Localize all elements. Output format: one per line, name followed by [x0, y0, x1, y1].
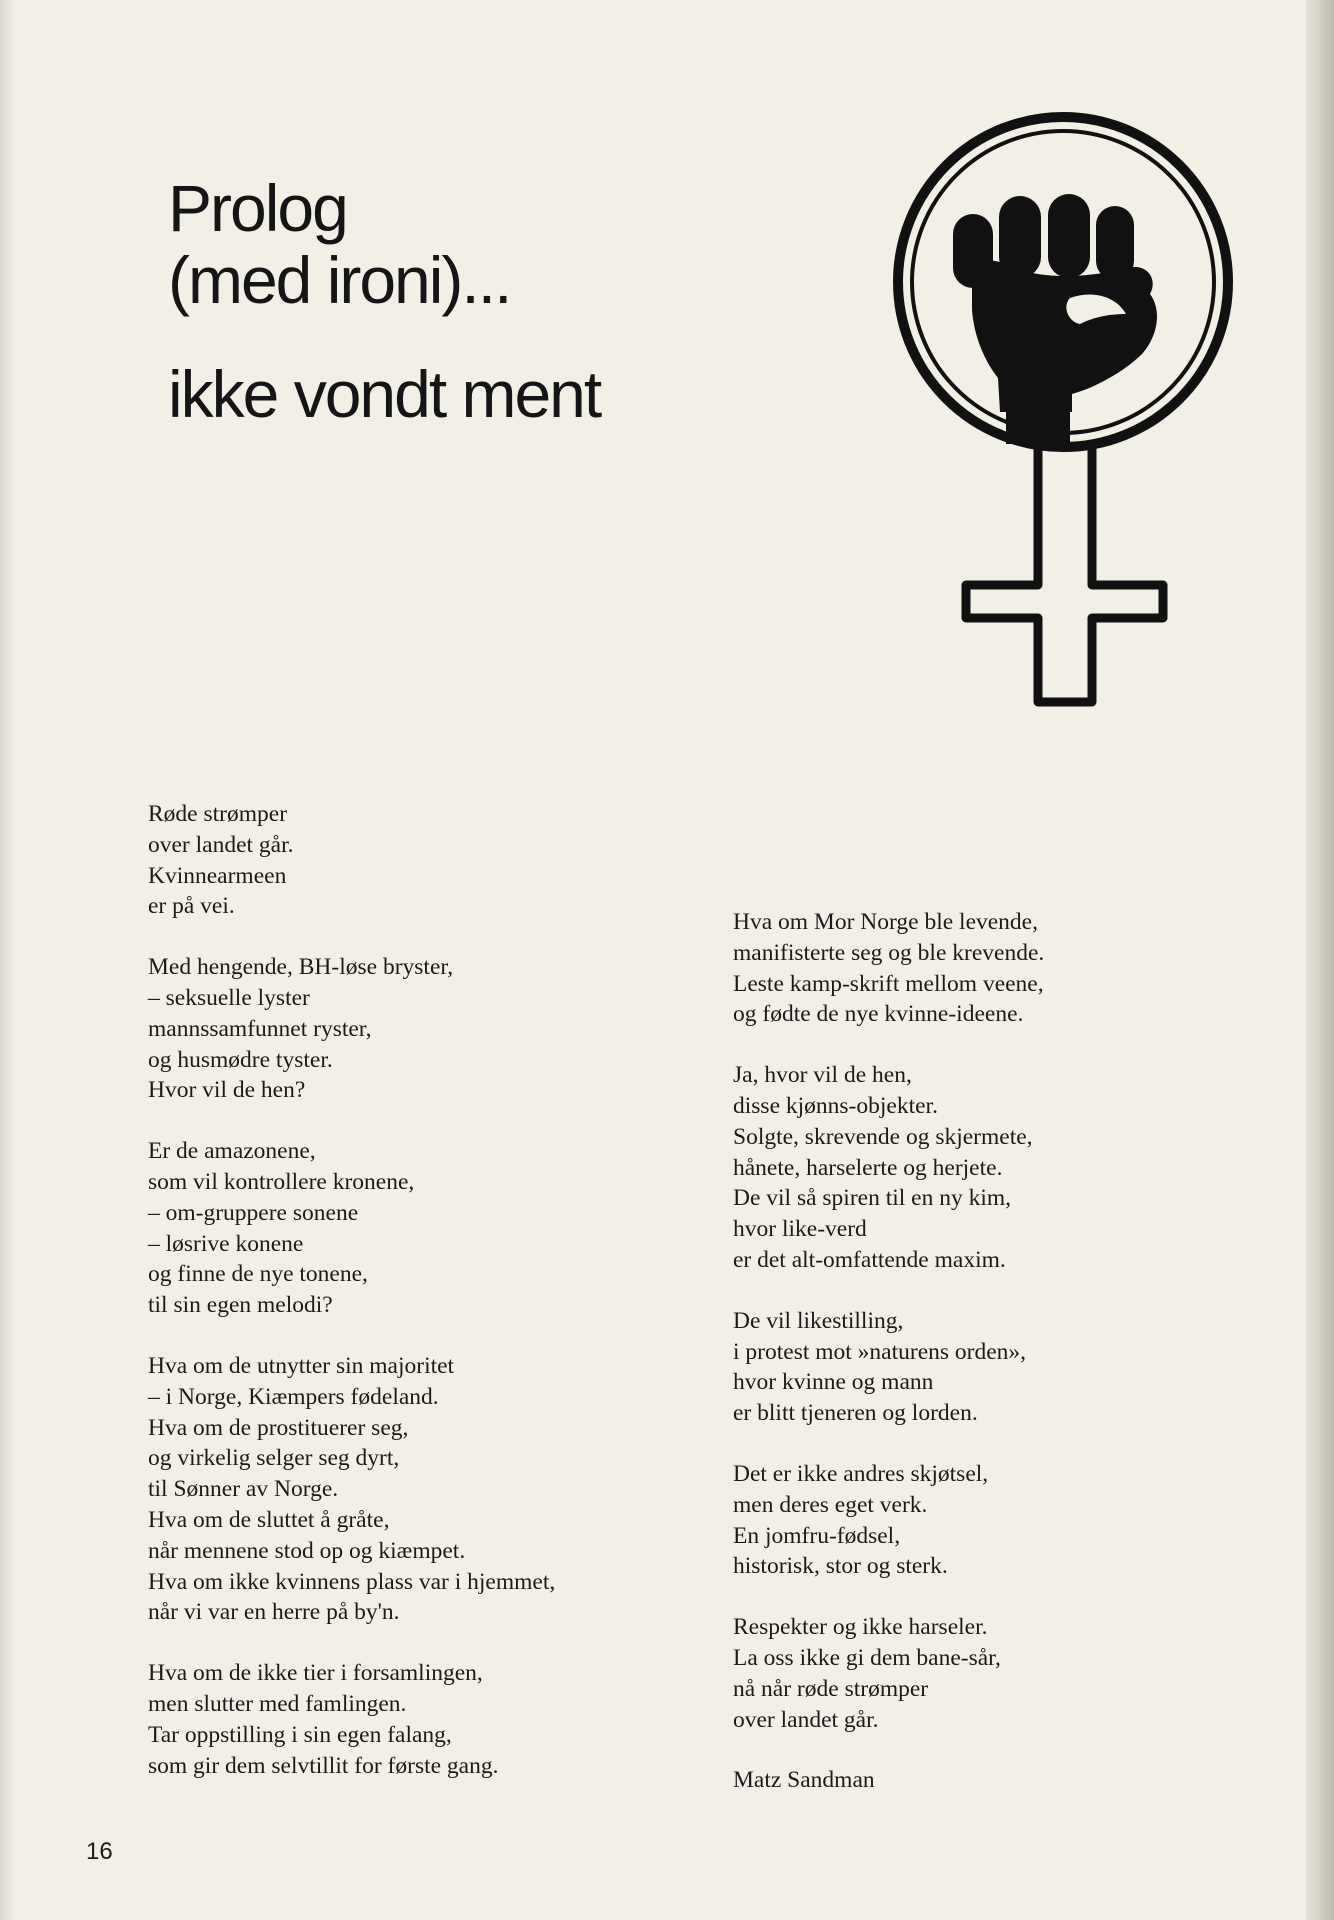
stanza [148, 1658, 555, 1781]
stanza [733, 1060, 1044, 1276]
poem-line: når mennene stod op og kiæmpet. [148, 1537, 466, 1564]
poem-line: til sin egen melodi? [148, 1292, 333, 1319]
stanza [733, 1459, 1044, 1582]
poem-line: er på vei. [148, 893, 235, 920]
title-line-3: ikke vondt ment [168, 357, 601, 431]
poem-line: Hva om de prostituerer seg, [148, 1414, 409, 1441]
poem-line: Det er ikke andres skjøtsel, [733, 1460, 989, 1487]
stanza [148, 1351, 555, 1628]
poem-line: og virkelig selger seg dyrt, [148, 1445, 400, 1472]
poem-line: – seksuelle lyster [148, 984, 310, 1011]
poem-line: er det alt-omfattende maxim. [733, 1246, 1006, 1273]
page-edge [1306, 0, 1334, 1920]
poem-line: men deres eget verk. [733, 1491, 928, 1518]
poem-line: En jomfru-fødsel, [733, 1522, 901, 1549]
poem-line: manifisterte seg og ble krevende. [733, 939, 1045, 966]
poem-line: når vi var en herre på by'n. [148, 1599, 400, 1626]
poem-line: Hva om de sluttet å gråte, [148, 1506, 390, 1533]
feminist-fist-venus-symbol-icon [880, 110, 1240, 710]
stanza [148, 799, 555, 922]
poem-line: hvor like-verd [733, 1216, 867, 1243]
stanza [733, 1612, 1044, 1735]
poem-line: er blitt tjeneren og lorden. [733, 1400, 978, 1427]
poem-line: og fødte de nye kvinne-ideene. [733, 1001, 1024, 1028]
poem-line: Hva om Mor Norge ble levende, [733, 909, 1038, 935]
poem-line: De vil så spiren til en ny kim, [733, 1185, 1012, 1212]
poem-line: Tar oppstilling i sin egen falang, [148, 1721, 452, 1748]
poem-line: hvor kvinne og mann [733, 1369, 934, 1396]
poem-line: Leste kamp-skrift mellom veene, [733, 970, 1044, 997]
poem-line: i protest mot »naturens orden», [733, 1338, 1027, 1365]
poem-line: Hva om de utnytter sin majoritet [148, 1352, 455, 1379]
stanza [733, 1306, 1044, 1429]
page-number: 16 [86, 1838, 113, 1865]
title-line-1: Prolog [168, 171, 347, 245]
poem-line: som gir dem selvtillit for første gang. [148, 1752, 499, 1779]
stanza [148, 952, 555, 1106]
poem-left-column [148, 799, 555, 1811]
poem-line: Solgte, skrevende og skjermete, [733, 1123, 1033, 1150]
poem-line: – om-gruppere sonene [148, 1199, 359, 1226]
page-gutter-shadow [0, 0, 14, 1920]
poem-line: Respekter og ikke harseler. [733, 1614, 988, 1641]
poem-line: – i Norge, Kiæmpers fødeland. [148, 1383, 439, 1410]
title-line-2: (med ironi)... [168, 243, 511, 317]
poem-line: hånete, harselerte og herjete. [733, 1154, 1003, 1181]
poem-right-column [733, 907, 1044, 1796]
poem-line: disse kjønns-objekter. [733, 1092, 938, 1119]
poem-line: Røde strømper [148, 801, 288, 827]
poem-line: og finne de nye tonene, [148, 1261, 368, 1288]
poem-line: Hva om de ikke tier i forsamlingen, [148, 1660, 483, 1687]
poem-line: over landet går. [733, 1706, 879, 1733]
poem-line: Er de amazonene, [148, 1138, 316, 1165]
poem-line: – løsrive konene [148, 1230, 304, 1257]
poem-line: til Sønner av Norge. [148, 1476, 339, 1503]
poem-line: La oss ikke gi dem bane-sår, [733, 1644, 1001, 1671]
poem-line: Hva om ikke kvinnens plass var i hjemmet, [148, 1568, 556, 1595]
poem-line: historisk, stor og sterk. [733, 1553, 948, 1580]
poem-line: og husmødre tyster. [148, 1046, 333, 1073]
stanza [733, 907, 1044, 1030]
poem-line: Hvor vil de hen? [148, 1077, 306, 1104]
poem-line: Med hengende, BH-løse bryster, [148, 954, 454, 981]
stanza [148, 1136, 555, 1321]
poem-line: over landet går. [148, 831, 294, 858]
article-title [168, 172, 600, 430]
poem-line: men slutter med famlingen. [148, 1690, 407, 1717]
poem-line: som vil kontrollere kronene, [148, 1168, 415, 1195]
poem-author: Matz Sandman [733, 1767, 875, 1794]
poem-line: Kvinnearmeen [148, 862, 287, 889]
poem-line: nå når røde strømper [733, 1675, 929, 1702]
poem-line: mannssamfunnet ryster, [148, 1015, 372, 1042]
poem-line: Ja, hvor vil de hen, [733, 1062, 912, 1089]
poem-line: De vil likestilling, [733, 1307, 904, 1334]
